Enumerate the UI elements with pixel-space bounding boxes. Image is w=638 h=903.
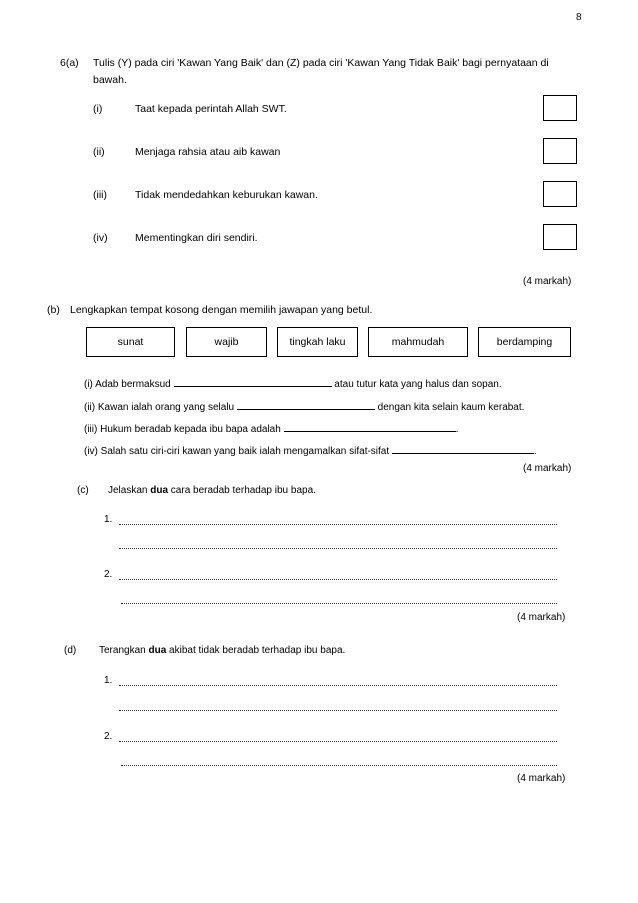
q6d-text-bold: dua [148,645,167,656]
q6c-number: (c) [77,485,89,496]
q6a-number: 6(a) [60,57,79,69]
q6b-number: (b) [47,304,60,316]
q6a-item-text: Menjaga rahsia atau aib kawan [135,146,281,158]
answer-line[interactable] [119,548,557,549]
answer-line[interactable] [119,741,557,742]
q6b-item-after: . [455,424,459,435]
q6b-item-after: dengan kita selain kaum kerabat. [377,402,525,413]
q6d-marks: (4 markah) [517,773,566,784]
page-number: 8 [576,12,582,23]
q6d-answer-num: 1. [104,675,113,686]
q6b-item-before: Kawan ialah orang yang selalu [97,402,235,413]
q6b-blank-ii[interactable] [237,399,375,410]
q6a-item-num: (ii) [93,146,105,158]
q6b-blank-i[interactable] [174,376,332,387]
answer-line[interactable] [119,710,557,711]
q6a-item-text: Taat kepada perintah Allah SWT. [135,103,287,115]
q6b-marks: (4 markah) [523,463,572,474]
q6a-answer-box-ii[interactable] [543,138,577,164]
answer-line[interactable] [119,579,557,580]
q6b-item-num: (ii) [84,402,96,413]
q6a-answer-box-iii[interactable] [543,181,577,207]
q6d-text-after: akibat tidak beradab terhadap ibu bapa. [166,645,346,656]
q6c-marks: (4 markah) [517,612,566,623]
q6c-text-before: Jelaskan [108,485,151,496]
answer-line[interactable] [119,524,557,525]
answer-line[interactable] [121,603,557,604]
q6a-instruction-line1: Tulis (Y) pada ciri 'Kawan Yang Baik' dan (Z) pada ciri 'Kawan Yang Tidak Baik' bagi pernyataan di [93,57,549,69]
q6b-item-after: . [533,446,537,457]
q6d-text-before: Terangkan [99,645,149,656]
q6a-item-num: (iii) [93,189,107,201]
q6b-instruction: Lengkapkan tempat kosong dengan memilih jawapan yang betul. [70,304,373,316]
q6a-instruction-line2: bawah. [93,74,127,86]
q6b-item-num: (iii) [84,424,98,435]
q6b-item-after: atau tutur kata yang halus dan sopan. [334,379,502,390]
choice-box-sunat: sunat [86,327,175,357]
q6b-item-num: (i) [84,379,93,390]
q6c-question [108,485,316,496]
q6a-item-text: Mementingkan diri sendiri. [135,232,258,244]
q6d-question [99,645,345,656]
q6a-answer-box-i[interactable] [543,95,577,121]
q6c-text-after: cara beradab terhadap ibu bapa. [168,485,316,496]
q6b-item-row [84,399,524,413]
q6c-answer-num: 2. [104,569,113,580]
q6c-text-bold: dua [150,485,169,496]
q6b-item-before: Hukum beradab kepada ibu bapa adalah [100,424,281,435]
q6b-blank-iv[interactable] [392,443,534,454]
choice-box-tingkah-laku: tingkah laku [277,327,358,357]
q6a-answer-box-iv[interactable] [543,224,577,250]
q6d-answer-num: 2. [104,731,113,742]
q6b-item-before: Salah satu ciri-ciri kawan yang baik ialah mengamalkan sifat-sifat [100,446,390,457]
q6b-item-row [84,421,458,435]
q6b-item-row [84,443,537,457]
q6a-item-num: (iv) [93,232,108,244]
choice-box-mahmudah: mahmudah [368,327,468,357]
q6b-item-row [84,376,502,390]
q6b-blank-iii[interactable] [284,421,456,432]
q6a-item-text: Tidak mendedahkan keburukan kawan. [135,189,318,201]
choice-box-berdamping: berdamping [478,327,571,357]
answer-line[interactable] [119,685,557,686]
q6d-number: (d) [64,645,77,656]
q6b-item-before: Adab bermaksud [95,379,171,390]
q6a-item-num: (i) [93,103,103,115]
q6b-item-num: (iv) [84,446,98,457]
choice-box-wajib: wajib [186,327,267,357]
q6a-marks: (4 markah) [523,276,572,287]
answer-line[interactable] [121,765,557,766]
q6c-answer-num: 1. [104,514,113,525]
